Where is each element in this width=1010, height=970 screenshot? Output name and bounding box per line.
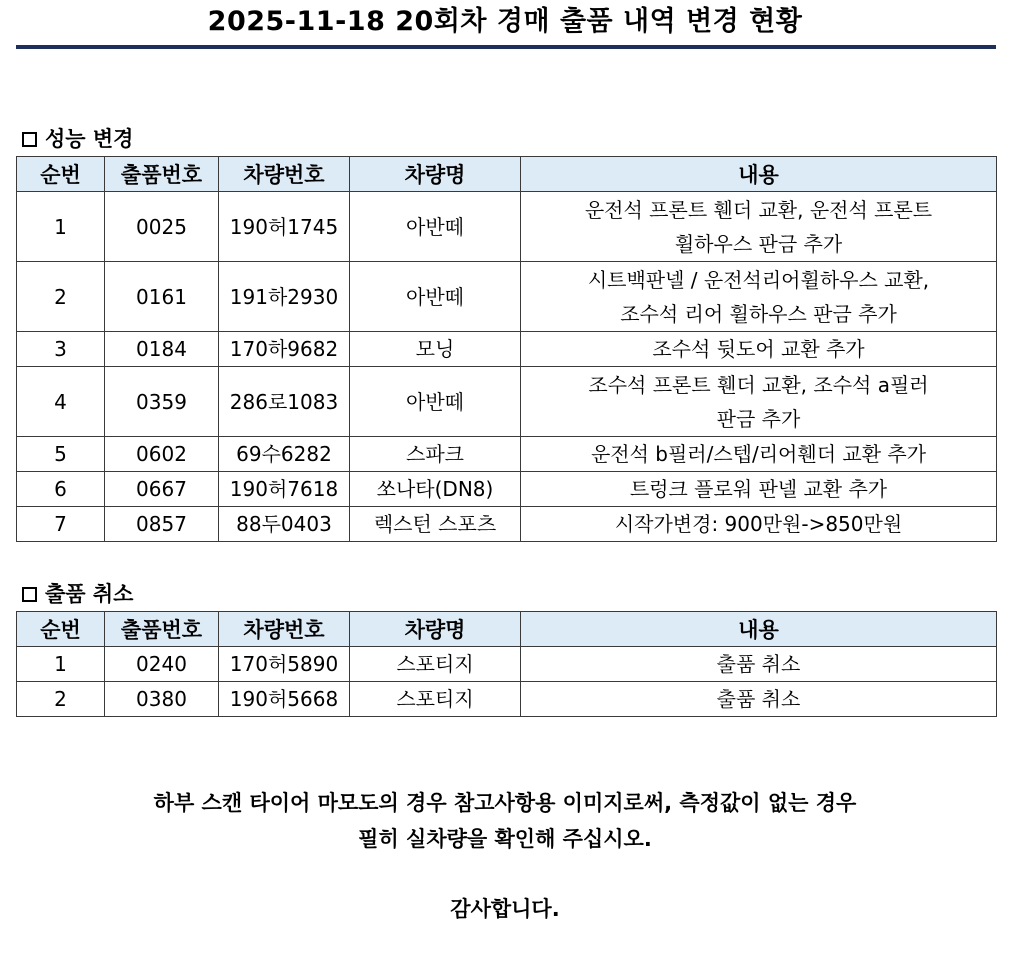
cell-seq: 6: [17, 472, 105, 507]
cell-seq: 2: [17, 262, 105, 332]
cell-description: [521, 192, 997, 262]
description-line: 시트백판넬 / 운전석리어휠하우스 교환,: [587, 267, 930, 292]
cell-lot-number: 0025: [105, 192, 219, 262]
page-title: 2025-11-18 20회차 경매 출품 내역 변경 현황: [207, 6, 803, 37]
cell-seq: 4: [17, 367, 105, 437]
cell-model-name: 렉스턴 스포츠: [350, 507, 521, 542]
cell-model-name: 스포티지: [350, 647, 521, 682]
cell-description: [521, 262, 997, 332]
cell-description: [521, 367, 997, 437]
description-line: 조수석 리어 휠하우스 판금 추가: [620, 301, 897, 326]
cell-lot-number: 0857: [105, 507, 219, 542]
cell-lot-number: 0240: [105, 647, 219, 682]
table-row: [17, 472, 997, 507]
section-heading-label: 성능 변경: [45, 127, 134, 151]
description-line: 트렁크 플로워 판넬 교환 추가: [629, 477, 888, 501]
table-row: [17, 367, 997, 437]
description-line: 운전석 b필러/스텝/리어휀더 교환 추가: [590, 442, 927, 466]
cell-model-name: 스포티지: [350, 682, 521, 717]
cell-description: [521, 332, 997, 367]
description-line: 출품 취소: [716, 687, 801, 711]
section-heading-cancellation: [22, 581, 133, 607]
table-row: [17, 332, 997, 367]
cell-seq: 1: [17, 192, 105, 262]
title-underline: [16, 45, 996, 49]
cell-description: [521, 647, 997, 682]
column-header-lot: 출품번호: [105, 612, 219, 647]
table-row: [17, 437, 997, 472]
cell-seq: 3: [17, 332, 105, 367]
cell-model-name: 아반떼: [350, 367, 521, 437]
cell-plate-number: 191하2930: [219, 262, 350, 332]
cell-plate-number: 190허1745: [219, 192, 350, 262]
cell-lot-number: 0359: [105, 367, 219, 437]
cancellation-table: [16, 611, 997, 717]
checkbox-square-icon: [22, 587, 37, 602]
column-header-desc: 내용: [521, 157, 997, 192]
column-header-desc: 내용: [521, 612, 997, 647]
description-line: 출품 취소: [716, 652, 801, 676]
cell-lot-number: 0184: [105, 332, 219, 367]
cell-model-name: 모닝: [350, 332, 521, 367]
column-header-lot: 출품번호: [105, 157, 219, 192]
cell-description: [521, 682, 997, 717]
thanks-message: 감사합니다.: [450, 897, 560, 921]
notice-line-2: 필히 실차량을 확인해 주십시오.: [358, 827, 652, 851]
performance-change-table: [16, 156, 997, 542]
description-line: 시작가변경: 900만원->850만원: [614, 512, 903, 536]
column-header-plate: 차량번호: [219, 157, 350, 192]
table-row: [17, 507, 997, 542]
table-row: [17, 682, 997, 717]
table-header-row: [17, 612, 997, 647]
column-header-model: 차량명: [350, 157, 521, 192]
cell-lot-number: 0667: [105, 472, 219, 507]
description-line: 판금 추가: [716, 406, 801, 431]
cell-plate-number: 190허7618: [219, 472, 350, 507]
table-body: [17, 647, 997, 717]
cell-model-name: 아반떼: [350, 262, 521, 332]
cell-plate-number: 286로1083: [219, 367, 350, 437]
description-line: 조수석 뒷도어 교환 추가: [652, 337, 865, 361]
column-header-seq: 순번: [17, 612, 105, 647]
table-row: [17, 192, 997, 262]
cell-model-name: 아반떼: [350, 192, 521, 262]
description-line: 운전석 프론트 휀더 교환, 운전석 프론트: [584, 197, 933, 222]
cell-seq: 5: [17, 437, 105, 472]
cell-model-name: 쏘나타(DN8): [350, 472, 521, 507]
cell-plate-number: 88두0403: [219, 507, 350, 542]
table-row: [17, 262, 997, 332]
column-header-seq: 순번: [17, 157, 105, 192]
table-body: [17, 192, 997, 542]
description-line: 휠하우스 판금 추가: [674, 231, 843, 256]
cell-model-name: 스파크: [350, 437, 521, 472]
cell-seq: 1: [17, 647, 105, 682]
cell-plate-number: 170하9682: [219, 332, 350, 367]
section-heading-label: 출품 취소: [45, 582, 134, 606]
cell-lot-number: 0380: [105, 682, 219, 717]
cell-lot-number: 0161: [105, 262, 219, 332]
cell-lot-number: 0602: [105, 437, 219, 472]
cell-seq: 7: [17, 507, 105, 542]
column-header-model: 차량명: [350, 612, 521, 647]
description-line: 조수석 프론트 휀더 교환, 조수석 a필러: [588, 372, 929, 397]
table-header-row: [17, 157, 997, 192]
checkbox-square-icon: [22, 132, 37, 147]
section-heading-performance: [22, 126, 133, 152]
cell-description: [521, 507, 997, 542]
cell-plate-number: 190허5668: [219, 682, 350, 717]
cell-plate-number: 170허5890: [219, 647, 350, 682]
cell-description: [521, 472, 997, 507]
cell-seq: 2: [17, 682, 105, 717]
notice-line-1: 하부 스캔 타이어 마모도의 경우 참고사항용 이미지로써, 측정값이 없는 경우: [153, 791, 857, 815]
cell-plate-number: 69수6282: [219, 437, 350, 472]
cell-description: [521, 437, 997, 472]
column-header-plate: 차량번호: [219, 612, 350, 647]
table-row: [17, 647, 997, 682]
